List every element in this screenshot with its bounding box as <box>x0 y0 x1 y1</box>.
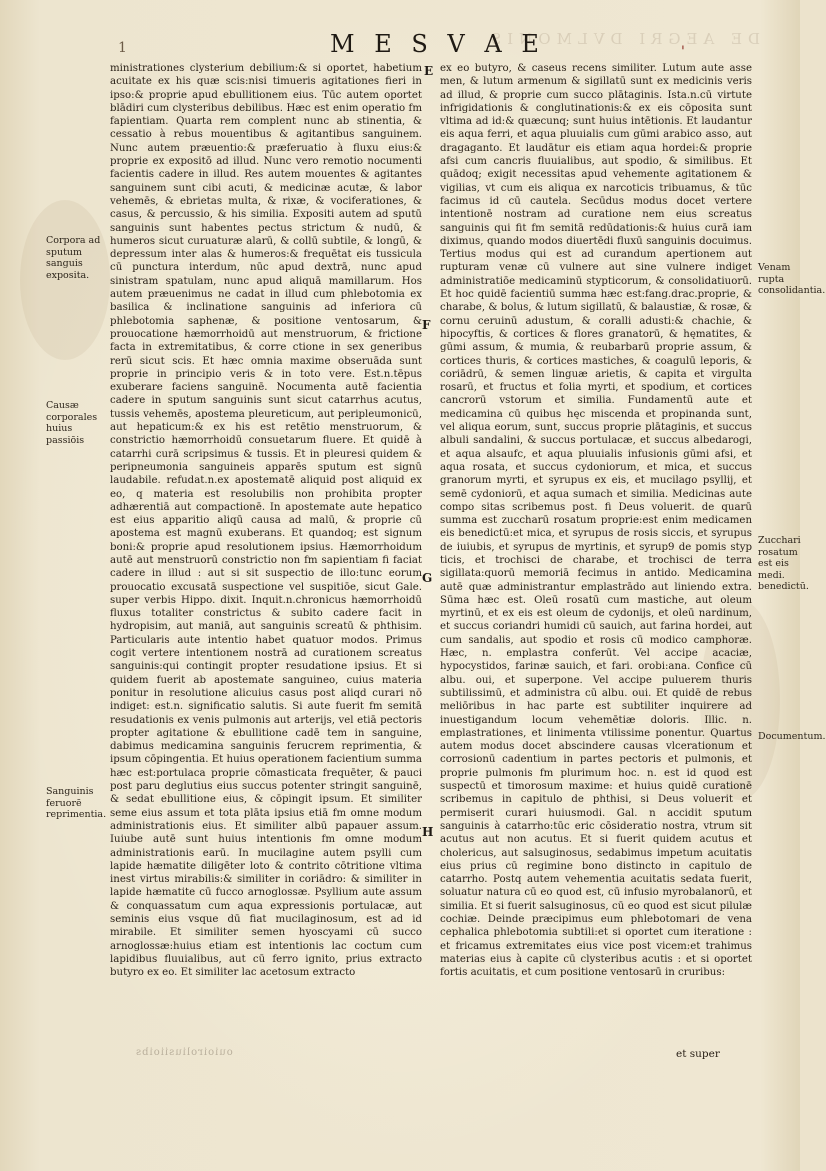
corner-mark: ' <box>681 44 685 60</box>
section-letter-f: F <box>422 318 431 332</box>
catchword: et super <box>676 1048 720 1060</box>
margin-note-zucchari: Zucchari rosatum est eis medi. benedictū. <box>758 535 809 592</box>
bleed-through-bottom: ouioiroliusiioibs <box>135 1047 233 1058</box>
left-column-text: ministrationes clysterium debilium:& si oportet, habetium acuitate ex his quæ scis:nisi timueris agitationes fieri in ipso:& proprie apud ebullitionem eius. Tūc autem oportet blādiri cum clysteribus debilibus. Hæc est enim operatio fm fapientiam. Quarta rem complent nunc ab stinentia, & cessatio à rebus mouentibus & agitantibus sanguinem. Nunc autem præuentio:& præferuatio à fluxu eius:& proprie ex expositō ad illud. Nunc vero remotio nocumenti facientis cadere in illud. Res autem mouentes & agitantes sanguinem sunt cibi acuti, & medicinæ acutæ, & labor vehemēs, & ebrietas multa, & rixæ, & vociferationes, & casus, & percussio, & his similia. Expositi autem ad sputū sanguinis sunt habentes pectus strictum & nudū, & humeros sicut curuaturæ alarū, & collū subtile, & longū, & depressum inter alas & humeros:& frequētat eis tussicula cū punctura interdum, nūc apud dextrā, nunc apud sinistram spatulam, nunc apud aliquā mamillarum. Hos autem præuenimus ne cadat in illud cum phlebotomia ex basilica & inclinatione sanguinis ad inferiora cū phlebotomia saphenæ, & positione ventosarum, & prouocatione hæmorrhoidū aut menstruorum, & frictione facta in extremitatibus, & corre ctione in sex generibus rerū sicut scis. Et hæc omnia maxime obseruāda sunt proprie in principio veris & in toto vere. Est.n.tēpus exuberare faciens sanguinē. Nocumenta autē facientia cadere in sputum sanguinis sunt sicut catarrhus acutus, tussis vehemēs, apostema pleureticum, aut peripleumonicū, aut hepaticum:& ex his est retētio menstruorum, & constrictio hæmorrhoidū consuetarum fluere. Et quidē à catarrhi curā scripsimus & tussis. Et in pleuresi quidem & peripneumonia sanguineis apparēs sputum est signū laudabile. refudat.n.ex apostematē aliquid post aliquid ex eo, q materia est resolubilis non prohibita propter adhærentiā aut compactionē. In apostemate aute hepatico est eius apparitio aliqū causa ad malū, & proprie cū apostema est magnū exuberans. Et quandoq; est signum boni:& proprie apud resolutionem ipsius. Hæmorrhoidum autē aut menstruorū constrictio non fm sapientiam fi faciat cadere in illud : aut si sit suspectio de illo:tunc eorum prouocatio excusatā suspectione vel suspitiōe, sicut Gale. super verbis Hippo. dixit. Inquit.n.chronicus hæmorrhoidū fluxus totaliter constrictus & subito cadere facit in hydropisim, aut maniā, aut sanguinis screatū & phthisim. Particularis aute intentio habet quatuor modos. Primus cogit vertere intentionem nostrā ad curationem screatus sanguinis:qui contingit propter resudatione ipsius. Et si quidem fuerit ab apostemate sanguineo, cuius materia ponitur in resolutione alicuius casus post aliqd curari nō indiget: est.n. significatio salutis. Si aute fuerit fm semitā resudationis ex venis pulmonis aut arterijs, vel etiā pectoris propter agitatione & ebullitione cadē tem in sanguine, dabimus medicamina sanguinis ferucrem reprimentia, & ipsum cōpingentia. Et huius operationem facientium summa hæc est:portulaca proprie cōmasticata frequēter, & pauci post paru deglutius eius succus potenter stringit sanguinē, & sedat ebullitione eius, & cōpingit ipsum. Et similiter seme eius assum et tota plāta ipsius etiā fm omne modum administrationis eius. Et similiter albū papauer assum. Iuiube autē sunt huius intentionis fm omne modum administrationis earū. In mucilagine autem psylli cum lapide hæmatite diligēter loto & contrito cōtritione vltima inest virtus mirabilis:& similiter in coriādro: & similiter in lapide hæmatite cū fucco arnoglossæ. Psyllium aute assum & conquassatum cum aqua expressionis portulacæ, aut seminis eius vsque dū fiat mucilaginosum, est ad id mirabile. Et similiter semen hyoscyami cū succo arnoglossæ:huius etiam est intentionis lac coctum cum lapidibus fluuialibus, aut cū ferro ignito, prius extracto butyro ex eo. Et similiter lac acetosum extracto <box>110 63 422 979</box>
left-text-column <box>110 62 422 979</box>
margin-note-causae: Causæ corporales huius passiōis <box>46 400 98 446</box>
section-letter-h: H <box>422 825 434 839</box>
running-head-title: M E S V A E <box>330 30 545 58</box>
margin-note-documentum: Documentum. <box>758 731 826 742</box>
margin-note-venam: Venam rupta consolidantia. <box>758 262 826 296</box>
margin-note-corpora: Corpora ad sputum sanguis exposita. <box>46 235 101 281</box>
section-letter-e: E <box>424 64 434 78</box>
section-letter-g: G <box>422 571 433 585</box>
right-text-column <box>440 62 752 979</box>
right-column-text: ex eo butyro, & caseus recens similiter. Lutum aute asse men, & lutum armenum & sigillatū sunt ex medicinis veris ad illud, & proprie cum succo plātaginis. Ista.n.cū virtute infrigidationis & conglutinationis:& ex eis cōposita sunt vltima ad id:& quæcunq; sunt huius intētionis. Et laudantur eis aqua ferri, et aqua pluuialis cum gūmi arabico asso, aut dragaganto. Et laudātur eis etiam aqua hordei:& proprie afsi cum cancris fluuialibus, aut spodio, & similibus. Et quādoq; exigit necessitas apud vehemente agitationem & vigilias, vt cum eis aliqua ex narcoticis tribuamus, & tūc facimus id cū cautela. Secūdus modus docet vertere intentionē nostram ad curatione nem eius screatus sanguinis qui fit fm semitā redūdationis:& huius curā iam diximus, quando modos diuertēdi fluxū sanguinis docuimus. Tertius modus qui est ad curandum apertionem aut rupturam venæ cū vulnere aut sine vulnere indiget administratiōe medicaminū stypticorum, & consolidatiuorū. Et hoc quidē facientiū summa hæc est:fang.drac.proprie, & charabe, & bolus, & lutum sigillatū, & balaustiæ, & rosæ, & cornu ceruinū adustum, & coralli adusti:& chachie, & hipocyftis, & cortices & flores granatorū, & hęmatites, & gūmi assum, & mumia, & reubarbarū proprie assum, & cortices thuris, & cortices mastiches, & coagulū leporis, & coriādrū, & semen linguæ arietis, & capita et virgulta rosarū, et fructus et folia myrti, et spodium, et cortices cancrorū vstorum et similia. Fundamentū aute et medicamina cū quibus hęc miscenda et propinanda sunt, vel aliqua eorum, sunt, succus proprie plātaginis, et succus albuli sandalini, & succus portulacæ, et succus albedarogi, et aqua alsaufc, et aqua pluuialis infusionis gūmi afsi, et aqua rosata, et succus cydoniorum, et mica, et succus granorum myrti, et syrupus ex eis, et mucilago psyllij, et semē cydoniorū, et aqua sumach et similia. Medicinas aute compo sitas scribemus post. fi Deus voluerit. de quarū summa est zuccharū rosatum proprie:est enim medicamen eis benedictū:et mica, et syrupus de rosis siccis, et syrupus de iuiubis, et syrupus de myrtinis, et syrup9 de pomis styp ticis, et trochisci de charabe, et trochisci de terra sigillata:quorū memoriā fecimus in antido. Medicamina autē quæ administrantur emplastrādo aut liniendo extra. Sūma hæc est. Oleū rosatū cum mastiche, aut oleum myrtinū, et ex eis est oleum de cydonijs, et oleū nardinum, et succus coriandri humidi cū sauich, aut farina hordei, aut cum sandalis, aut spodio et rosis cū modico camphoræ. Hæc, n. emplastra conferūt. Vel accipe acaciæ, hypocystidos, farinæ sauich, et fari. orobi:ana. Confice cū albu. oui, et superpone. Vel accipe puluerem thuris subtilissimū, et administra cū albu. oui. Et quidē de rebus meliōribus in hac parte est subtiliter inquirere ad inuestigandum locum vehemētiæ doloris. Illic. n. emplastrationes, et linimenta vtilissime ponentur. Quartus autem modus docet abscindere causas vlcerationum et corrosionū cadentium in partes pectoris et pulmonis, et proprie pulmonis fm plurimum hoc. n. est id quod est suspectū et timorosum maxime: et huius quidē curationē scribemus in capitulo de phthisi, si Deus voluerit et permiserit curari huiusmodi. Gal. n accidit sputum sanguinis à catarrho:tūc eric cōsideratio nostra, vtrum sit acutus aut non acutus. Et si fuerit quidem acutus et cholericus, aut salsuginosus, sedabimus impetum acuitatis eius prius cū regimine bono distincto in capitulo de catarrho. Postq autem vehementia acuitatis sedata fuerit, soluatur natura cū eo quod est, cū infusio myrobalanorū, et similia. Et si fuerit salsuginosus, cū eo quod est sicut pilulæ cochiæ. Deinde præcipimus eum phlebotomari de vena cephalica phlebotomia subtili:et si oportet cum iteratione : et fricamus extremitates eius vice post vicem:et trahimus materias eius à capite cū clysteribus acutis : et si oportet fortis acuitatis, et cum positione ventosarū in cruribus: <box>440 63 752 979</box>
folio-mark: 1 <box>118 40 127 56</box>
margin-note-sanguinis: Sanguinis feruorē reprimentia. <box>46 786 107 820</box>
bleed-through-title: DE AEGRI DVLMONIS <box>484 30 760 48</box>
